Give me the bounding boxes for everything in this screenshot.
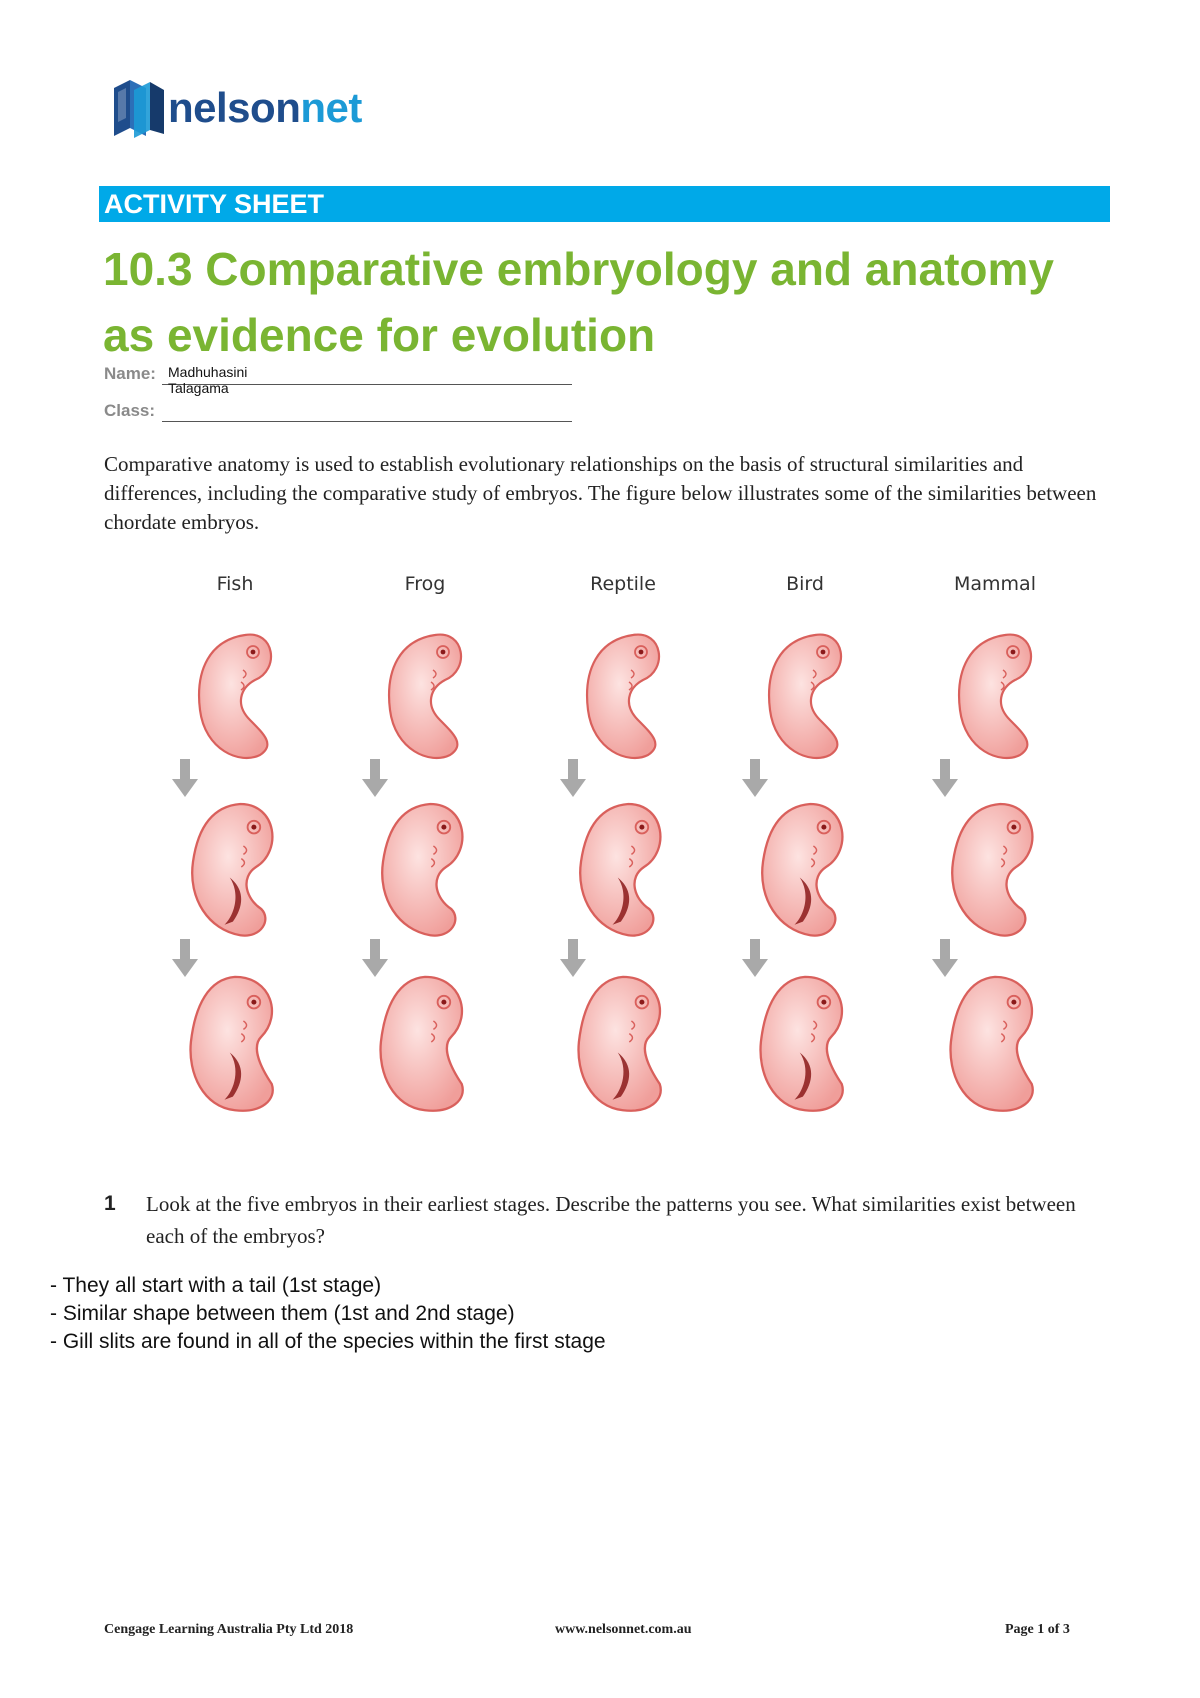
arrow-down-icon (362, 759, 388, 797)
answer-line[interactable]: - Gill slits are found in all of the species within the first stage (50, 1330, 606, 1353)
arrow-down-icon (932, 759, 958, 797)
answer-list[interactable] (50, 1272, 606, 1356)
embryo-reptile-stage-3 (579, 977, 661, 1111)
arrow-down-icon (362, 939, 388, 977)
activity-sheet-banner: ACTIVITY SHEET (99, 186, 1110, 222)
intro-paragraph: Comparative anatomy is used to establish evolutionary relationships on the basis of structural similarities and differences, including the comparative study of embryos. The figure below illustrates some of the similarities between chordate embryos. (104, 452, 1097, 534)
column-label-bird: Bird (786, 573, 824, 595)
arrow-down-icon (172, 939, 198, 977)
embryo-reptile-stage-1 (587, 635, 659, 758)
embryo-bird-stage-3 (761, 977, 843, 1111)
answer-line[interactable]: - Similar shape between them (1st and 2nd stage) (50, 1302, 515, 1325)
embryo-frog-stage-1 (389, 635, 461, 758)
embryo-mammal-stage-3 (951, 977, 1033, 1111)
embryo-reptile-stage-2 (580, 804, 660, 936)
embryo-fish-stage-2 (192, 804, 272, 936)
logo-word-nelson: nelson (168, 84, 301, 131)
arrow-down-icon (172, 759, 198, 797)
arrow-down-icon (742, 939, 768, 977)
arrow-down-icon (932, 939, 958, 977)
embryo-mammal-stage-1 (959, 635, 1031, 758)
arrow-down-icon (560, 939, 586, 977)
embryo-frog-stage-2 (382, 804, 462, 936)
embryo-fish-stage-1 (199, 635, 271, 758)
column-label-reptile: Reptile (590, 573, 656, 595)
nelsonnet-logo (108, 74, 398, 144)
embryo-bird-stage-1 (769, 635, 841, 758)
embryo-fish-stage-3 (191, 977, 273, 1111)
footer-page-number: Page 1 of 3 (1005, 1622, 1070, 1637)
logo-word-net: net (300, 84, 362, 131)
embryo-frog-stage-3 (381, 977, 463, 1111)
question-number: 1 (104, 1192, 116, 1215)
column-label-fish: Fish (216, 573, 254, 595)
class-label: Class: (104, 401, 156, 420)
logo-wordmark (168, 78, 362, 138)
column-label-frog: Frog (404, 573, 446, 595)
page-title: 10.3 Comparative embryology and anatomy as evidence for evolution (103, 243, 1054, 361)
footer-copyright: Cengage Learning Australia Pty Ltd 2018 (104, 1622, 354, 1637)
name-value[interactable]: Madhuhasini Talagama (168, 364, 248, 396)
question-text: Look at the five embryos in their earliest stages. Describe the patterns you see. What similarities exist between each of the embryos? (146, 1192, 1076, 1248)
embryo-bird-stage-2 (762, 804, 842, 936)
arrow-down-icon (742, 759, 768, 797)
footer-url[interactable]: www.nelsonnet.com.au (555, 1622, 692, 1637)
nelsonnet-cube-icon (108, 74, 168, 140)
embryo-mammal-stage-2 (952, 804, 1032, 936)
class-underline (162, 421, 572, 422)
column-label-mammal: Mammal (954, 573, 1036, 595)
name-label: Name: (104, 364, 156, 383)
arrow-down-icon (560, 759, 586, 797)
answer-line[interactable]: - They all start with a tail (1st stage) (50, 1274, 382, 1297)
embryo-comparison-figure (150, 572, 1050, 1132)
